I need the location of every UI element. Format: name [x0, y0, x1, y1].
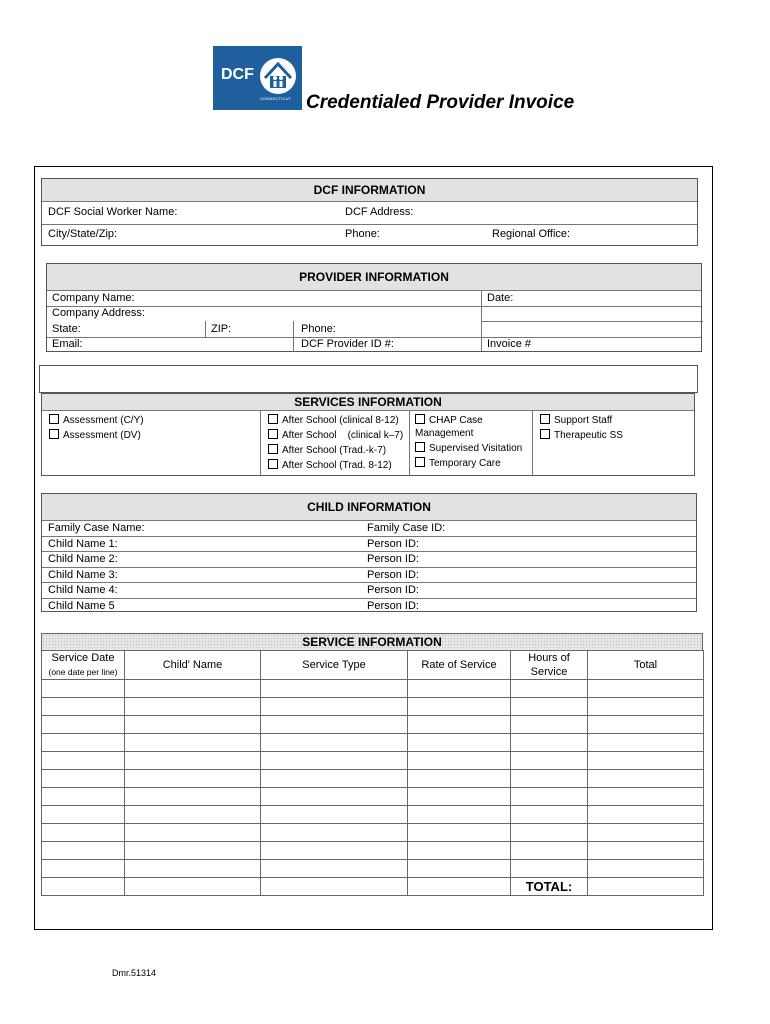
table-cell[interactable]	[125, 806, 261, 824]
table-row	[42, 806, 704, 824]
col-rate-of-service: Rate of Service	[408, 651, 511, 680]
person-id-field[interactable]: Family Case ID:	[367, 522, 446, 534]
provider-info-section	[46, 263, 702, 352]
table-cell[interactable]	[408, 878, 511, 896]
table-cell[interactable]	[511, 842, 588, 860]
invoice-number-field[interactable]: Invoice #	[487, 338, 532, 350]
chap-label-line2: Management	[415, 428, 474, 439]
child-info-row	[42, 598, 696, 614]
table-row	[42, 770, 704, 788]
table-cell[interactable]	[42, 860, 125, 878]
table-cell[interactable]	[588, 824, 704, 842]
table-cell[interactable]	[588, 788, 704, 806]
table-cell[interactable]	[588, 842, 704, 860]
table-cell[interactable]	[588, 716, 704, 734]
table-cell[interactable]	[42, 842, 125, 860]
child-name-field[interactable]: Child Name 3:	[48, 568, 118, 581]
child-info-row	[42, 536, 696, 553]
child-name-field[interactable]: Child Name 1:	[48, 537, 118, 550]
child-name-field[interactable]: Child Name 4:	[48, 584, 118, 596]
therapeutic-ss-checkbox[interactable]: Therapeutic SS	[540, 429, 623, 442]
table-cell[interactable]	[125, 770, 261, 788]
table-cell[interactable]	[588, 698, 704, 716]
child-name-field[interactable]: Family Case Name:	[48, 522, 145, 534]
email-field[interactable]: Email:	[52, 338, 83, 350]
table-cell[interactable]	[125, 878, 261, 896]
date-field[interactable]: Date:	[487, 292, 514, 304]
table-cell[interactable]	[42, 716, 125, 734]
table-cell[interactable]	[408, 824, 511, 842]
child-info-row	[42, 551, 696, 568]
table-cell[interactable]	[125, 698, 261, 716]
table-cell[interactable]	[511, 806, 588, 824]
table-row	[42, 842, 704, 860]
table-cell[interactable]	[42, 770, 125, 788]
table-cell[interactable]	[408, 806, 511, 824]
table-cell[interactable]	[408, 716, 511, 734]
table-cell[interactable]	[511, 698, 588, 716]
dcf-phone-field[interactable]: Phone:	[345, 228, 380, 240]
after-school-trad-k-7-checkbox[interactable]: After School (Trad.-k-7)	[268, 444, 386, 457]
provider-info-heading: PROVIDER INFORMATION	[47, 264, 701, 291]
city-state-zip-field[interactable]: City/State/Zip:	[48, 228, 118, 240]
table-cell[interactable]	[42, 680, 125, 698]
table-cell[interactable]	[42, 752, 125, 770]
total-label: TOTAL:	[511, 878, 588, 896]
table-cell[interactable]	[588, 680, 704, 698]
after-school-trad-8-12-checkbox[interactable]: After School (Trad. 8-12)	[268, 459, 392, 472]
table-cell[interactable]	[261, 680, 408, 698]
table-cell[interactable]	[42, 878, 125, 896]
table-cell[interactable]	[125, 824, 261, 842]
table-cell[interactable]	[42, 806, 125, 824]
table-cell[interactable]	[408, 770, 511, 788]
regional-office-field[interactable]: Regional Office:	[492, 228, 571, 240]
table-cell[interactable]	[511, 680, 588, 698]
after-school-clinical-8-12-checkbox[interactable]: After School (clinical 8-12)	[268, 414, 399, 427]
person-id-field[interactable]: Person ID:	[367, 599, 419, 612]
table-cell[interactable]	[261, 860, 408, 878]
table-cell[interactable]	[261, 770, 408, 788]
child-name-field[interactable]: Child Name 2:	[48, 553, 118, 565]
table-cell[interactable]	[408, 698, 511, 716]
temporary-care-checkbox[interactable]: Temporary Care	[415, 457, 501, 470]
child-info-row	[42, 520, 696, 537]
support-staff-checkbox[interactable]: Support Staff	[540, 414, 612, 427]
child-info-heading: CHILD INFORMATION	[42, 494, 696, 521]
table-cell[interactable]	[125, 842, 261, 860]
company-address-field[interactable]: Company Address:	[52, 307, 145, 319]
table-cell[interactable]	[408, 680, 511, 698]
state-field[interactable]: State:	[52, 323, 81, 335]
table-cell[interactable]	[42, 824, 125, 842]
form-code: Dmr.51314	[112, 968, 157, 978]
logo-subtext: CONNECTICUT	[260, 96, 292, 101]
services-info-heading: SERVICES INFORMATION	[42, 394, 694, 411]
provider-id-field[interactable]: DCF Provider ID #:	[301, 338, 394, 350]
table-cell[interactable]	[408, 860, 511, 878]
table-cell[interactable]	[261, 752, 408, 770]
col-hours-of-service: Hours of Service	[511, 651, 588, 680]
company-name-field[interactable]: Company Name:	[52, 292, 135, 304]
table-cell[interactable]	[261, 806, 408, 824]
col-total: Total	[588, 651, 704, 680]
services-info-section	[41, 393, 695, 476]
table-cell[interactable]	[125, 788, 261, 806]
table-cell[interactable]	[125, 734, 261, 752]
assessment-cy-checkbox[interactable]: Assessment (C/Y)	[49, 414, 144, 427]
table-cell[interactable]	[261, 698, 408, 716]
table-cell[interactable]	[588, 860, 704, 878]
page-title: Credentialed Provider Invoice	[306, 92, 575, 113]
person-id-field[interactable]: Person ID:	[367, 584, 419, 596]
table-cell[interactable]	[588, 770, 704, 788]
child-info-row	[42, 582, 696, 599]
table-cell[interactable]	[511, 752, 588, 770]
social-worker-field[interactable]: DCF Social Worker Name:	[48, 206, 178, 218]
table-cell[interactable]	[125, 680, 261, 698]
provider-phone-field[interactable]: Phone:	[301, 323, 336, 335]
table-cell[interactable]	[261, 734, 408, 752]
table-cell[interactable]	[588, 734, 704, 752]
table-cell[interactable]	[408, 788, 511, 806]
table-row	[42, 860, 704, 878]
table-cell[interactable]	[511, 734, 588, 752]
child-info-row	[42, 567, 696, 584]
table-cell[interactable]	[588, 752, 704, 770]
table-cell[interactable]	[511, 716, 588, 734]
table-cell[interactable]	[261, 824, 408, 842]
table-cell[interactable]	[42, 734, 125, 752]
table-cell[interactable]	[261, 788, 408, 806]
col-service-type: Service Type	[261, 651, 408, 680]
table-cell[interactable]	[125, 752, 261, 770]
person-id-field[interactable]: Person ID:	[367, 568, 419, 581]
table-cell[interactable]	[261, 878, 408, 896]
person-id-field[interactable]: Person ID:	[367, 553, 419, 565]
chap-case-management-checkbox[interactable]: CHAP Case	[415, 414, 483, 427]
service-table	[41, 650, 704, 896]
dcf-info-section	[41, 178, 698, 246]
child-name-field[interactable]: Child Name 5	[48, 599, 115, 612]
table-cell[interactable]	[125, 860, 261, 878]
col-child-name: Child' Name	[125, 651, 261, 680]
table-cell[interactable]	[511, 770, 588, 788]
dcf-logo	[213, 46, 302, 110]
house-family-icon	[259, 54, 297, 96]
table-cell[interactable]	[408, 734, 511, 752]
service-info-heading: SERVICE INFORMATION	[41, 633, 703, 650]
table-cell[interactable]	[511, 860, 588, 878]
assessment-dv-checkbox[interactable]: Assessment (DV)	[49, 429, 141, 442]
table-row	[42, 824, 704, 842]
zip-field[interactable]: ZIP:	[211, 323, 232, 335]
table-row	[42, 680, 704, 698]
dcf-address-field[interactable]: DCF Address:	[345, 206, 414, 218]
table-row	[42, 698, 704, 716]
table-row	[42, 878, 704, 896]
person-id-field[interactable]: Person ID:	[367, 537, 419, 550]
after-school-clinical-k-7-checkbox[interactable]: After School (clinical k–7)	[268, 429, 403, 442]
table-row	[42, 734, 704, 752]
services-top-bar	[39, 365, 698, 393]
table-cell[interactable]	[42, 698, 125, 716]
table-cell[interactable]	[511, 788, 588, 806]
logo-text: DCF	[221, 66, 254, 83]
table-cell[interactable]	[42, 788, 125, 806]
table-cell[interactable]	[125, 716, 261, 734]
col-service-date: Service Date (one date per line)	[42, 651, 125, 680]
table-cell[interactable]	[261, 716, 408, 734]
child-info-section	[41, 493, 697, 612]
table-cell[interactable]	[511, 824, 588, 842]
grand-total-cell[interactable]	[588, 878, 704, 896]
table-row	[42, 752, 704, 770]
table-row	[42, 716, 704, 734]
table-cell[interactable]	[408, 842, 511, 860]
table-cell[interactable]	[408, 752, 511, 770]
table-row	[42, 788, 704, 806]
table-cell[interactable]	[588, 806, 704, 824]
supervised-visitation-checkbox[interactable]: Supervised Visitation	[415, 442, 522, 455]
dcf-info-heading: DCF INFORMATION	[42, 179, 697, 202]
table-cell[interactable]	[261, 842, 408, 860]
